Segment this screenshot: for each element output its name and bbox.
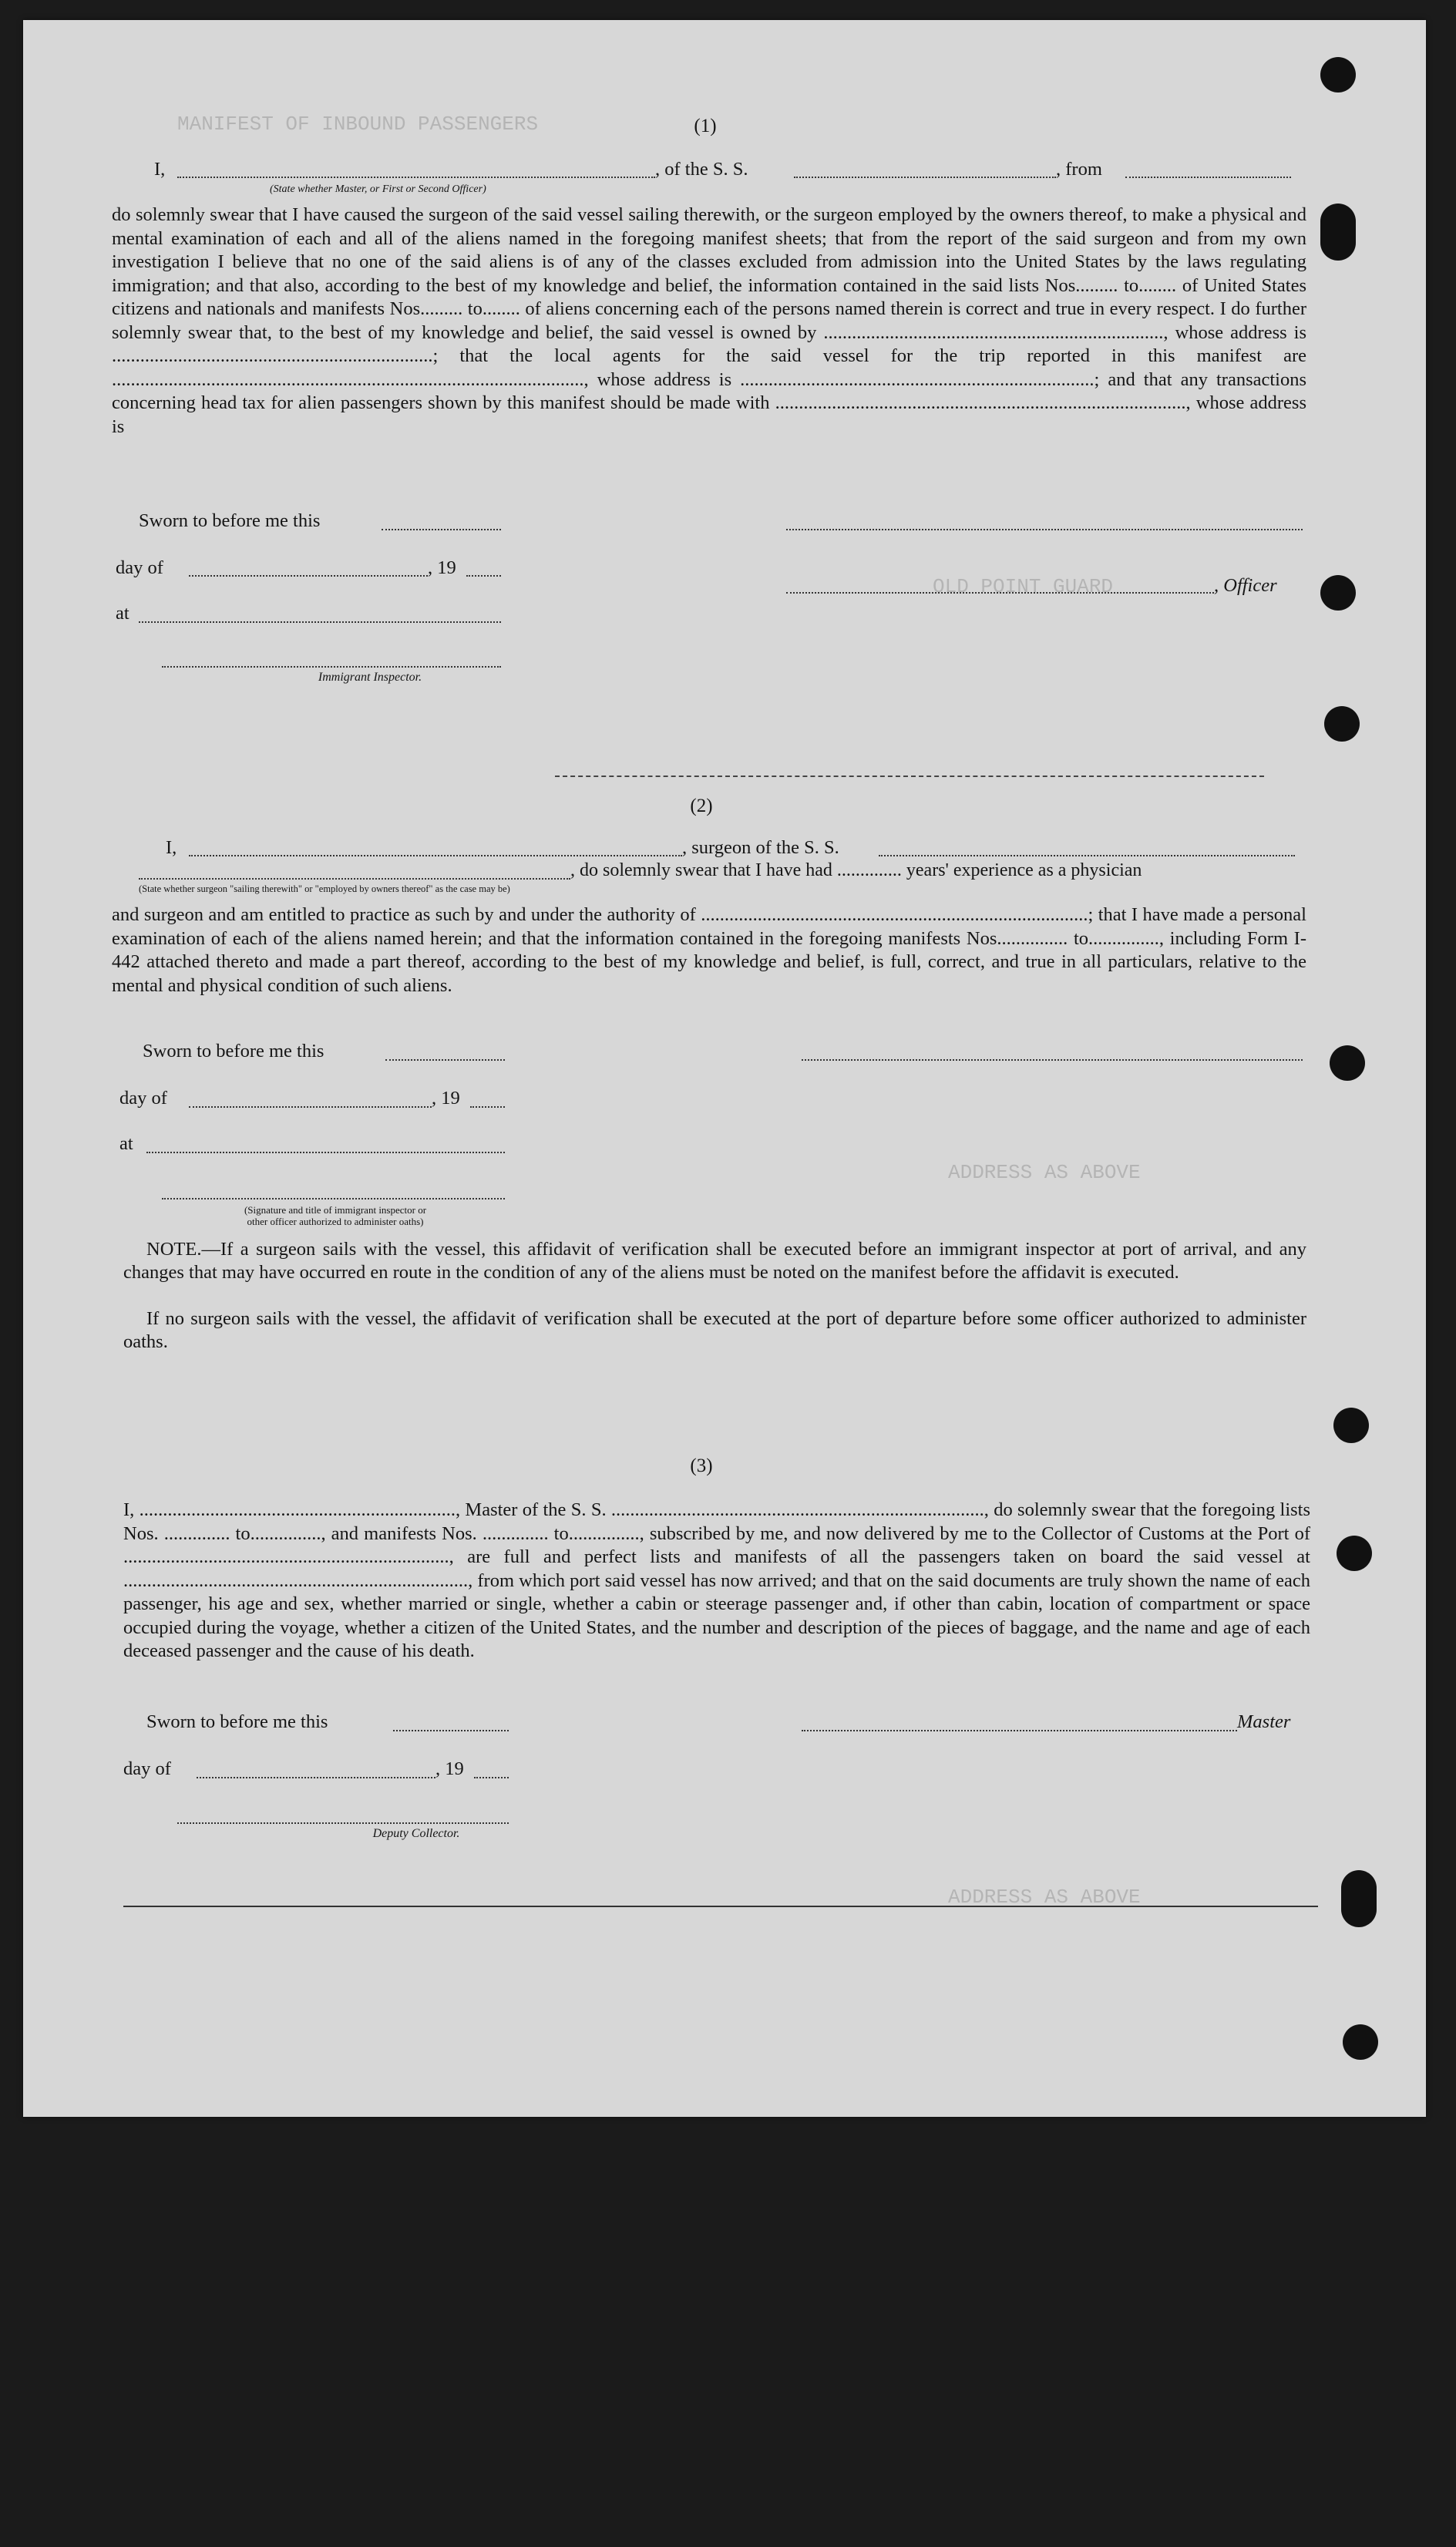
s3-sworn: Sworn to before me this <box>146 1711 328 1732</box>
s1-name-field <box>177 177 655 178</box>
s2-sworn: Sworn to before me this <box>143 1041 324 1062</box>
s1-from-field <box>1125 177 1291 178</box>
s1-sworn: Sworn to before me this <box>139 510 321 531</box>
s2-who-field <box>139 878 570 880</box>
s1-at: at <box>116 603 129 624</box>
binder-hole <box>1320 57 1356 93</box>
s2-hint: (State whether surgeon "sailing therewith" or "employed by owners thereof" as the case may be) <box>139 883 510 894</box>
bottom-rule <box>123 1906 1318 1907</box>
s3-body: I, ..................................................................., Master of the S. S. ..............................................................................., do solemnly swear that the foregoing lists Nos. .............. to..............., and manifests Nos. .............. to..............., subscribed by me, and now delivered by me to the Collector of Customs at the Port of ....................................................................., are full and perfect lists and manifests of all the passengers taken on board the said vessel at ........................................................................., from which port said vessel has now arrived; and that on the said documents are truly shown the name of each passenger, his age and sex, whether married or single, whether a cabin or steerage passenger and, if other than cabin, location of compartment or space occupied during the voyage, whether a citizen of the United States, and the number and description of the pieces of baggage, and the name and age of each deceased passenger and the cause of his death. <box>123 1499 1310 1661</box>
section-1-number: (1) <box>694 116 717 136</box>
s2-at-field <box>146 1152 505 1153</box>
bleed-through-text: OLD POINT GUARD <box>933 575 1114 598</box>
s1-day-field <box>189 575 428 577</box>
s1-officer-field <box>786 592 1214 594</box>
s1-divider <box>555 776 1264 777</box>
s1-officer: , Officer <box>1214 575 1277 596</box>
s3-year-field <box>474 1777 509 1778</box>
s2-sworn-field <box>385 1059 505 1061</box>
note-label: NOTE. <box>146 1239 202 1260</box>
s1-signature-field <box>786 529 1303 530</box>
s2-signature-field <box>802 1059 1303 1061</box>
manifest-page <box>23 20 1426 2117</box>
s1-day-of: day of <box>116 557 163 578</box>
s1-hint: (State whether Master, or First or Second Officer) <box>270 183 486 195</box>
s3-day-field <box>197 1777 435 1778</box>
s3-collector-caption: Deputy Collector. <box>372 1827 460 1840</box>
binder-hole <box>1324 706 1360 742</box>
s1-year: , 19 <box>428 557 456 578</box>
s2-year: , 19 <box>432 1088 460 1109</box>
note-text-1: —If a surgeon sails with the vessel, this affidavit of verification shall be executed before an immigrant inspector at port of arrival, and any changes that may have occurred en route in the condition of any of the aliens must be noted on the manifest before the affidavit is executed. <box>123 1239 1306 1283</box>
binder-hole <box>1330 1045 1365 1081</box>
s2-line1-surgeon: , surgeon of the S. S. <box>682 837 839 858</box>
s3-collector-field <box>177 1822 509 1824</box>
s1-inspector-field <box>162 666 501 668</box>
binder-hole <box>1337 1536 1372 1571</box>
binder-hole <box>1333 1408 1369 1443</box>
s1-at-field <box>139 621 501 623</box>
section-2-number: (2) <box>690 796 713 816</box>
bleed-through-text: ADDRESS AS ABOVE <box>948 1886 1141 1909</box>
s2-line1-i: I, <box>166 837 177 858</box>
bleed-through-text: ADDRESS AS ABOVE <box>948 1161 1141 1184</box>
s3-master-field <box>802 1730 1237 1731</box>
s2-day-of: day of <box>119 1088 167 1109</box>
s2-inspector-field <box>162 1198 505 1199</box>
s2-name-field <box>189 855 682 856</box>
s2-sig-caption-1: (Signature and title of immigrant inspector or <box>244 1204 427 1216</box>
s3-year: , 19 <box>435 1758 464 1779</box>
s1-year-field <box>466 575 501 577</box>
bleed-through-text: MANIFEST OF INBOUND PASSENGERS <box>177 113 539 136</box>
binder-hole <box>1341 1870 1377 1927</box>
s2-line2: , do solemnly swear that I have had .............. years' experience as a physician <box>570 860 1142 880</box>
s2-note <box>123 1238 1306 1284</box>
s1-inspector-caption: Immigrant Inspector. <box>318 671 422 684</box>
section-3-number: (3) <box>690 1455 713 1476</box>
s1-vessel-field <box>794 177 1056 178</box>
s2-body: and surgeon and am entitled to practice as such by and under the authority of ..................................................................................; that I have made a personal examination of each of the aliens named herein; and that the information contained in the foregoing manifests Nos............... to..............., including Form I-442 attached thereto and made a part thereof, according to the best of my knowledge and belief, is full, correct, and true in all particulars, relative to the mental and physical condition of such aliens. <box>112 904 1306 996</box>
s2-sig-caption-2: other officer authorized to administer oaths) <box>247 1216 424 1227</box>
s2-year-field <box>470 1106 505 1108</box>
s1-line1-from: , from <box>1056 159 1102 180</box>
binder-hole <box>1320 575 1356 611</box>
s3-sworn-field <box>393 1730 509 1731</box>
s1-line1-ss: , of the S. S. <box>655 159 748 180</box>
s2-day-field <box>189 1106 432 1108</box>
s1-line1-i: I, <box>154 159 166 180</box>
binder-hole <box>1343 2024 1378 2060</box>
s1-sworn-field <box>382 529 501 530</box>
s2-at: at <box>119 1133 133 1154</box>
note-text-2: If no surgeon sails with the vessel, the affidavit of verification shall be executed at the port of departure before some officer authorized to administer oaths. <box>123 1308 1306 1352</box>
s2-note-2 <box>123 1307 1306 1354</box>
s3-day-of: day of <box>123 1758 171 1779</box>
s1-body: do solemnly swear that I have caused the surgeon of the said vessel sailing therewith, or the surgeon employed by the owners thereof, to make a physical and mental examination of each and all of the aliens named in the foregoing manifest sheets; that from the report of the said surgeon and from my own investigation I believe that no one of the said aliens is of any of the classes excluded from admission into the United States by the laws regulating immigration; and that also, according to the best of my knowledge and belief, the information contained in the said lists Nos......... to........ of United States citizens and nationals and manifests Nos......... to........ of aliens concerning each of the persons named therein is correct and true in every respect. I do further solemnly swear that, to the best of my knowledge and belief, the said vessel is owned by ........................................................................, whose address is ....................................................................; that the local agents for the said vessel for the trip reported in this manifest are ...................................................................................................., whose address is ...........................................................................; and that any transactions concerning head tax for alien passengers shown by this manifest should be made with ......................................................................................., whose address is <box>112 204 1306 437</box>
s3-master: Master <box>1237 1711 1291 1732</box>
s2-vessel-field <box>879 855 1295 856</box>
binder-hole <box>1320 204 1356 261</box>
